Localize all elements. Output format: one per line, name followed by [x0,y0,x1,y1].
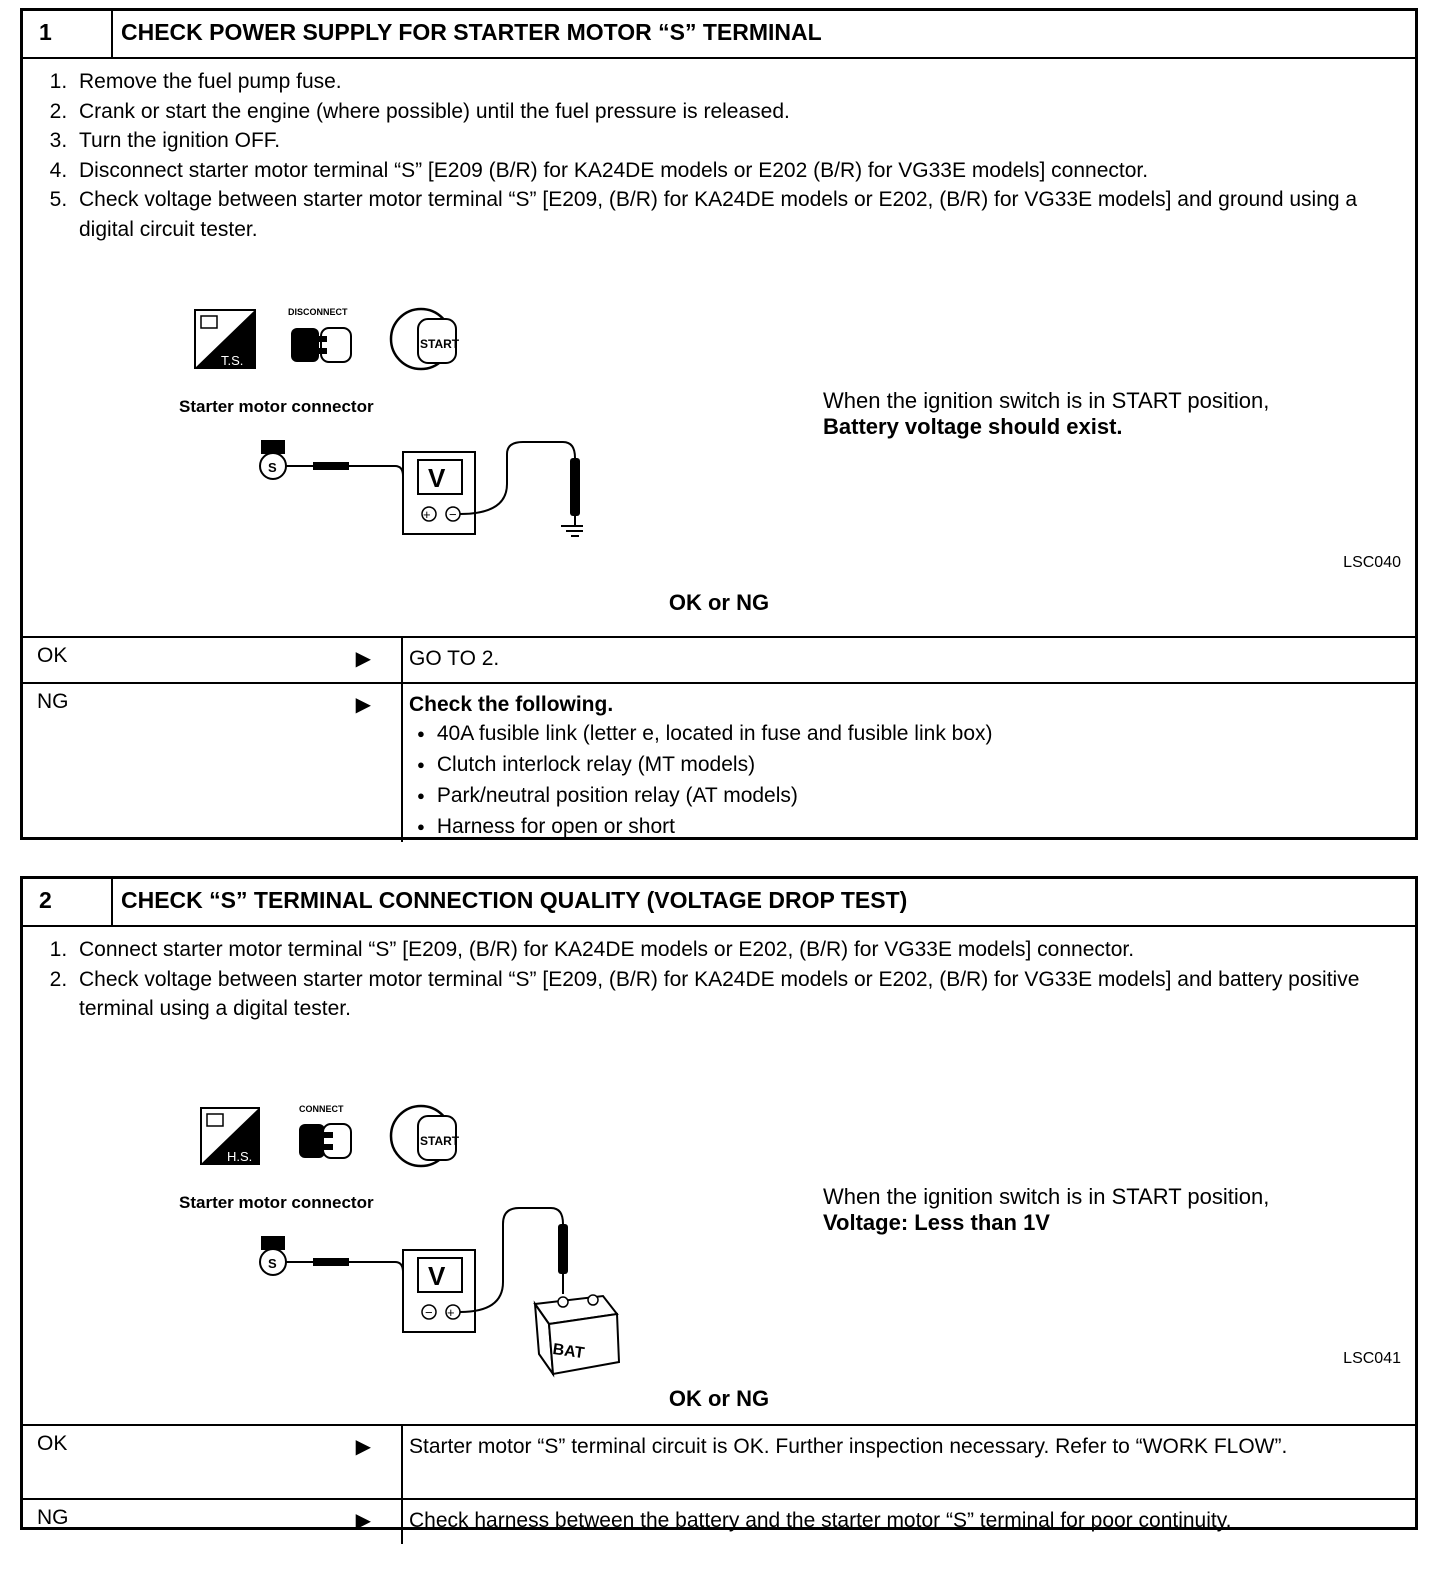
hs-label: H.S. [227,1148,253,1164]
start-label: START [420,337,460,351]
disconnect-label: DISCONNECT [288,307,348,317]
arrow-right-icon: ▶ [355,1435,371,1458]
terminal-s: S [268,460,277,475]
step1-title: CHECK POWER SUPPLY FOR STARTER MOTOR “S” TERMINAL [121,19,822,45]
step2-instructions [23,927,1415,1024]
step1-diagram [23,244,583,636]
okng-label: OK or NG [668,1385,770,1411]
instruction-item: 4. Disconnect starter motor terminal “S” [E209 (B/R) for KA24DE models or E202 (B/R) for VG33E models] connector. [73,156,1415,186]
step1-instructions [23,59,1415,244]
arrow-right-icon: ▶ [355,648,371,670]
connect-label: CONNECT [299,1103,344,1114]
ok-label: OK [37,1431,68,1455]
instruction-item: 2. Crank or start the engine (where possible) until the fuel pressure is released. [73,97,1415,127]
instruction-item: 2. Check voltage between starter motor terminal “S” [E209, (B/R) for KA24DE models or E202, (B/R) for VG33E models] and battery positive terminal using a digital tester. [73,965,1415,1024]
svg-text:+: + [447,1304,455,1320]
connector-label: Starter motor connector [179,397,374,416]
step2-title: CHECK “S” TERMINAL CONNECTION QUALITY (VOLTAGE DROP TEST) [121,887,908,913]
condition-line: When the ignition switch is in START position, [823,388,1270,413]
battery-label: BAT [551,1340,586,1362]
step1-figure [23,244,1415,636]
step2-box [20,876,1418,1530]
step2-condition [823,1184,1269,1236]
step1-number: 1 [23,11,113,57]
start-key-icon [391,309,460,369]
ok-label: OK [37,644,68,667]
step2-figure [23,1024,1415,1424]
condition-result: Battery voltage should exist. [823,414,1123,439]
svg-text:+: + [423,507,431,522]
start-key-icon [391,1106,460,1166]
figure-code: LSC041 [1343,1349,1401,1367]
list-item: ● Clutch interlock relay (MT models) [417,750,1407,781]
meter-v: V [428,463,446,493]
disconnect-icon [288,307,351,362]
instruction-item: 5. Check voltage between starter motor terminal “S” [E209, (B/R) for KA24DE models or E202, (B/R) for VG33E models] and ground using a digital circuit tester. [73,185,1415,244]
meter-v: V [428,1260,446,1291]
condition-result: Voltage: Less than 1V [823,1209,1050,1235]
instruction-item: 1. Connect starter motor terminal “S” [E209, (B/R) for KA24DE models or E202, (B/R) for VG33E models] connector. [73,935,1415,965]
step1-header [23,11,1415,59]
arrow-right-icon: ▶ [355,694,371,716]
list-item: ● Harness for open or short [417,812,1407,843]
arrow-right-icon: ▶ [355,1509,371,1532]
ng-list [409,719,1407,843]
ts-label: T.S. [221,353,244,368]
connector-label: Starter motor connector [179,1192,374,1212]
ok-result: GO TO 2. [409,647,500,670]
terminal-s: S [268,1255,277,1271]
step2-number: 2 [23,879,113,925]
ng-label: NG [37,1505,69,1529]
list-item: ● 40A fusible link (letter e, located in fuse and fusible link box) [417,719,1407,750]
step2-header [23,879,1415,927]
step2-diagram [23,1024,643,1424]
connect-icon [299,1104,351,1158]
step1-condition [823,388,1269,440]
ng-row [23,682,1415,842]
start-label: START [420,1133,460,1148]
step1-box [20,8,1418,840]
condition-line: When the ignition switch is in START position, [823,1183,1270,1209]
ok-row [23,1424,1415,1498]
list-item: ● Park/neutral position relay (AT models) [417,781,1407,812]
instruction-item: 1. Remove the fuel pump fuse. [73,67,1415,97]
figure-code: LSC040 [1343,554,1401,571]
battery-icon [535,1295,619,1374]
instruction-item: 3. Turn the ignition OFF. [73,126,1415,156]
ng-heading: Check the following. [409,693,614,716]
svg-text:−: − [425,1304,433,1320]
ng-result [403,684,1415,842]
svg-text:−: − [449,507,457,522]
ng-label: NG [37,690,69,713]
ts-icon [195,310,255,368]
ok-row [23,636,1415,682]
ng-row [23,1498,1415,1544]
ng-result: Check harness between the battery and the starter motor “S” terminal for poor continuity. [409,1508,1232,1532]
ok-result: Starter motor “S” terminal circuit is OK. Further inspection necessary. Refer to “WORK FLOW”. [409,1434,1288,1458]
hs-icon [201,1108,259,1164]
okng-label: OK or NG [668,590,770,615]
